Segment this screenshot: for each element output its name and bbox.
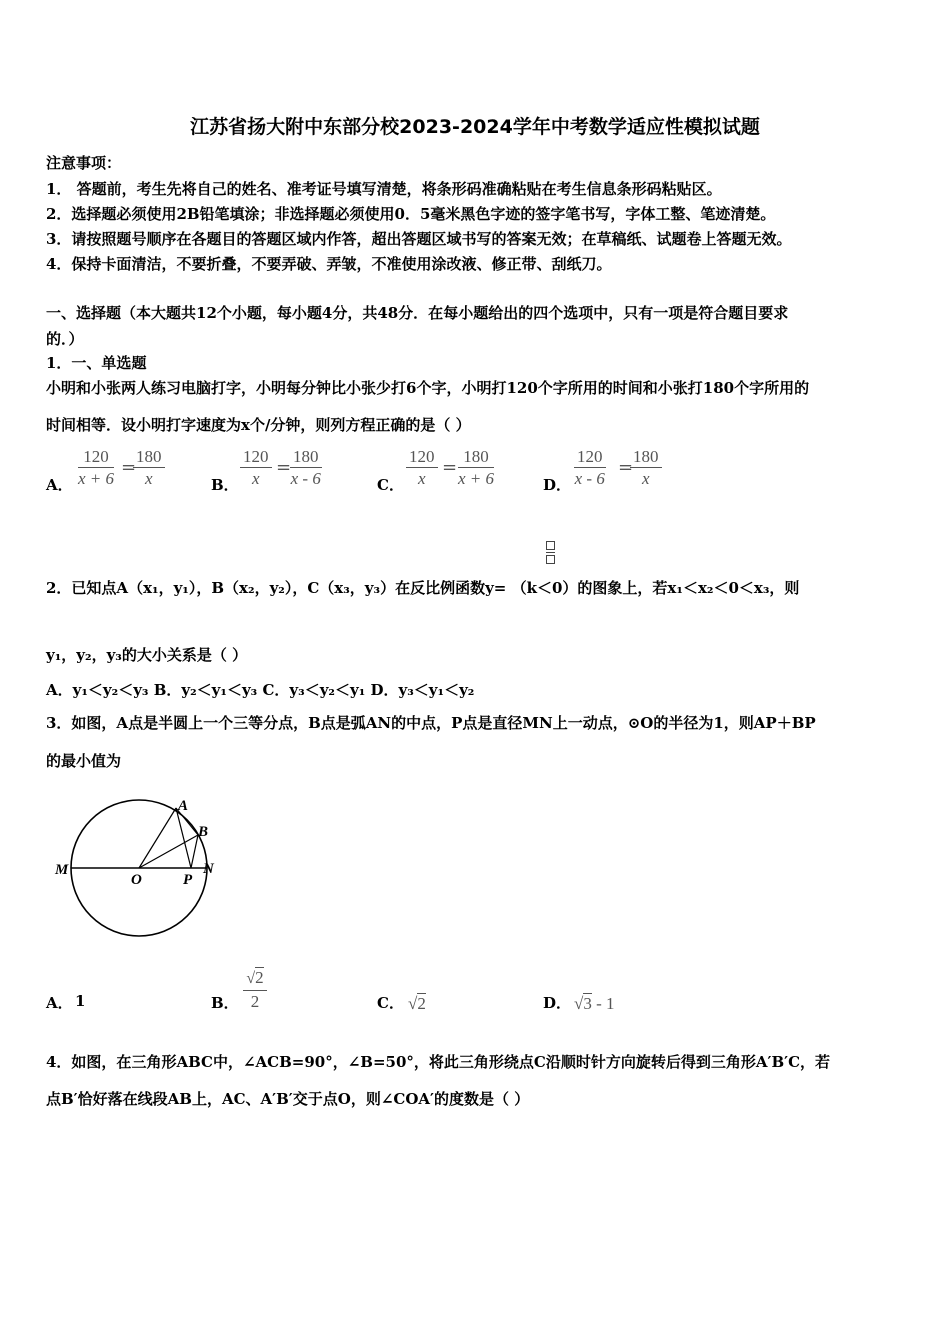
option-label: B．	[211, 994, 239, 1012]
label-b: B	[198, 824, 209, 840]
fraction: $\frac{120}{x + 6}$	[78, 447, 115, 488]
option-label: C．	[377, 476, 404, 494]
label-a: A	[178, 798, 189, 814]
q4-stem-cont: 点B′恰好落在线段AB上，AC、A′B′交于点O，则∠COA′的度数是（ ）	[46, 1090, 530, 1108]
notice-item: 1． 答题前，考生先将自己的姓名、准考证号填写清楚，将条形码准确粘贴在考生信息条形码粘贴区。	[46, 180, 722, 198]
q1-stem: 小明和小张两人练习电脑打字，小明每分钟比小张少打6个字，小明打120个字所用的时间和小张打180个字所用的	[46, 379, 810, 397]
sqrt-fraction: √2 2	[243, 967, 267, 1013]
fraction: $\frac{180}{x - 6}$	[290, 447, 321, 488]
q2-options: A．y₁＜y₂＜y₃ B．y₂＜y₁＜y₃ C．y₃＜y₂＜y₁ D．y₃＜y₁＜y₂	[46, 681, 475, 699]
label-m: M	[55, 862, 69, 878]
q2-stem-cont: y₁，y₂，y₃的大小关系是（ ）	[46, 646, 248, 664]
q2-stem: 2．已知点A（x₁，y₁），B（x₂，y₂），C（x₃，y₃）在反比例函数y= （k＜0）的图象上，若x₁＜x₂＜0＜x₃，则	[46, 579, 800, 597]
fraction: $\frac{180}{x}$	[133, 447, 165, 490]
fraction: $\frac{120}{x - 6}$	[574, 447, 605, 488]
section-heading-cont: 的．）	[46, 330, 84, 348]
notice-item: 2．选择题必须使用2B铅笔填涂；非选择题必须使用0．5毫米黑色字迹的签字笔书写，字体工整、笔迹清楚。	[46, 205, 776, 223]
option-value: 1	[75, 992, 86, 1010]
q1-stem-cont: 时间相等．设小明打字速度为x个/分钟，则列方程正确的是（ ）	[46, 416, 471, 434]
q3-stem-cont: 的最小值为	[46, 752, 122, 770]
fraction: $\frac{180}{x}$	[630, 447, 662, 490]
q1-subheading: 1．一、单选题	[46, 354, 147, 372]
fraction: $\frac{120}{x}$	[240, 447, 272, 490]
option-label: D．	[543, 994, 572, 1012]
broken-fraction-glyph	[546, 541, 554, 565]
section-heading: 一、选择题（本大题共12个小题，每小题4分，共48分．在每小题给出的四个选项中，只有一项是符合题目要求	[46, 304, 789, 322]
label-p: P	[183, 872, 193, 888]
option-label: C．	[377, 994, 404, 1012]
q4-stem: 4．如图，在三角形ABC中，∠ACB=90°，∠B=50°，将此三角形绕点C沿顺时针方向旋转后得到三角形A′B′C，若	[46, 1053, 831, 1071]
notice-item: 4．保持卡面清洁，不要折叠，不要弄破、弄皱，不准使用涂改液、修正带、刮纸刀。	[46, 255, 612, 273]
page-title: 江苏省扬大附中东部分校2023-2024学年中考数学适应性模拟试题	[190, 116, 760, 138]
notice-heading: 注意事项：	[46, 154, 122, 172]
option-label: B．	[211, 476, 239, 494]
option-label: A．	[46, 994, 73, 1012]
notice-item: 3．请按照题号顺序在各题目的答题区域内作答，超出答题区域书写的答案无效；在草稿纸、试题卷上答题无效。	[46, 230, 792, 248]
q3-circle-figure	[50, 790, 240, 950]
option-label: A．	[46, 476, 73, 494]
sqrt-expression: √2	[408, 994, 426, 1013]
label-n: N	[203, 861, 214, 877]
sqrt-expression: √3 - 1	[574, 994, 615, 1013]
fraction: $\frac{180}{x + 6}$	[458, 447, 495, 488]
option-label: D．	[543, 476, 572, 494]
label-o: O	[131, 872, 142, 888]
q3-stem: 3．如图，A点是半圆上一个三等分点，B点是弧AN的中点，P点是直径MN上一动点，⊙O的半径为1，则AP＋BP	[46, 714, 816, 732]
fraction: $\frac{120}{x}$	[406, 447, 438, 490]
